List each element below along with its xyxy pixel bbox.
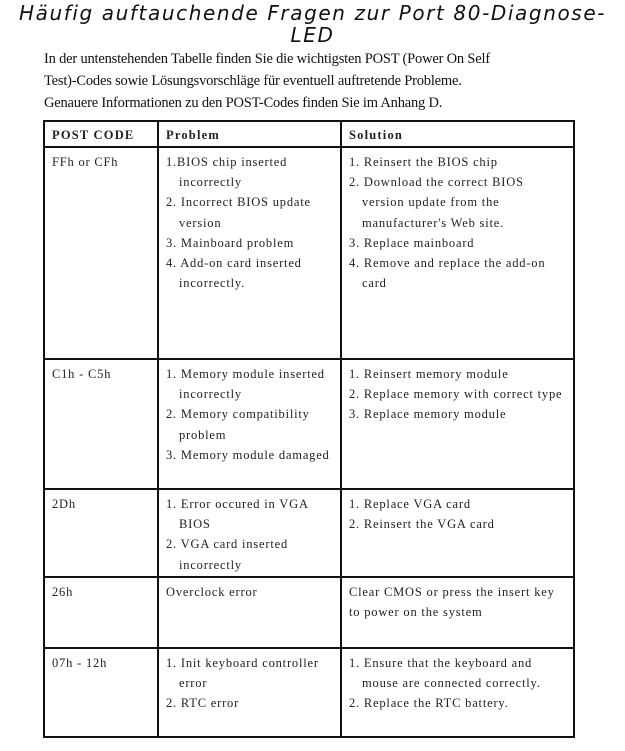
list-item: 1. Ensure that the keyboard and mouse are connected correctly. <box>349 656 541 691</box>
post-code-table <box>43 120 575 738</box>
table-header-row <box>44 121 574 147</box>
intro-line: Test)-Codes sowie Lösungsvorschläge für eventuell auftretende Probleme. <box>44 73 462 89</box>
solution-list <box>349 653 567 714</box>
problem-cell: Overclock error <box>158 577 341 648</box>
problem-cell <box>158 147 341 359</box>
list-item: 1. Reinsert memory module <box>349 367 509 381</box>
intro-paragraph <box>44 48 584 114</box>
post-code-cell: 2Dh <box>44 489 158 577</box>
list-item: 3. Replace mainboard <box>349 235 475 250</box>
list-item: 1. Memory module inserted incorrectly <box>166 367 325 402</box>
list-item: 4. Add-on card inserted incorrectly. <box>166 256 302 291</box>
solution-cell: Clear CMOS or press the insert key to power on the system <box>341 577 574 648</box>
intro-line: In der untenstehenden Tabelle finden Sie die wichtigsten POST (Power On Self <box>44 51 490 67</box>
list-item: 1. Init keyboard controller error <box>166 656 319 691</box>
list-item: 2. Incorrect BIOS update version <box>166 195 311 230</box>
list-item: 3. Memory module damaged <box>166 447 330 462</box>
list-item: 2. Reinsert the VGA card <box>349 517 495 532</box>
problem-cell <box>158 648 341 737</box>
header-post-code: POST CODE <box>44 121 158 147</box>
solution-cell <box>341 359 574 489</box>
post-code-cell: 26h <box>44 577 158 648</box>
solution-cell <box>341 648 574 737</box>
intro-line: Genauere Informationen zu den POST-Codes finden Sie im Anhang D. <box>44 95 443 111</box>
list-item: 2. Memory compatibility problem <box>166 407 310 442</box>
table-row <box>44 489 574 577</box>
page-title <box>0 2 625 46</box>
list-item: 1. Reinsert the BIOS chip <box>349 155 498 169</box>
title-line-2: LED <box>290 23 335 47</box>
list-item: 2. Download the correct BIOS version update from the manufacturer's Web site. <box>349 175 524 230</box>
table-row <box>44 359 574 489</box>
problem-cell <box>158 359 341 489</box>
list-item: 1. Replace VGA card <box>349 497 471 511</box>
problem-list <box>166 494 334 575</box>
problem-cell <box>158 489 341 577</box>
list-item: 1.BIOS chip inserted incorrectly <box>166 155 288 190</box>
solution-list <box>349 494 567 534</box>
problem-list <box>166 364 334 465</box>
post-code-cell: C1h - C5h <box>44 359 158 489</box>
header-solution: Solution <box>341 121 574 147</box>
list-item: 3. Replace memory module <box>349 407 507 422</box>
table-row <box>44 577 574 648</box>
post-code-cell: 07h - 12h <box>44 648 158 737</box>
solution-list <box>349 152 567 293</box>
solution-list <box>349 364 567 425</box>
list-item: 2. Replace the RTC battery. <box>349 696 509 711</box>
table-row <box>44 648 574 737</box>
list-item: 2. RTC error <box>166 696 240 711</box>
post-code-cell: FFh or CFh <box>44 147 158 359</box>
problem-list <box>166 152 334 293</box>
list-item: 1. Error occured in VGA BIOS <box>166 497 309 532</box>
list-item: 2. VGA card inserted incorrectly <box>166 537 288 572</box>
list-item: 4. Remove and replace the add-on card <box>349 256 546 291</box>
table-row <box>44 147 574 359</box>
header-problem: Problem <box>158 121 341 147</box>
solution-cell <box>341 147 574 359</box>
problem-list <box>166 653 334 714</box>
list-item: 2. Replace memory with correct type <box>349 387 563 402</box>
solution-cell <box>341 489 574 577</box>
list-item: 3. Mainboard problem <box>166 235 295 250</box>
title-line-1: Häufig auftauchende Fragen zur Port 80-Diagnose- <box>18 1 607 25</box>
